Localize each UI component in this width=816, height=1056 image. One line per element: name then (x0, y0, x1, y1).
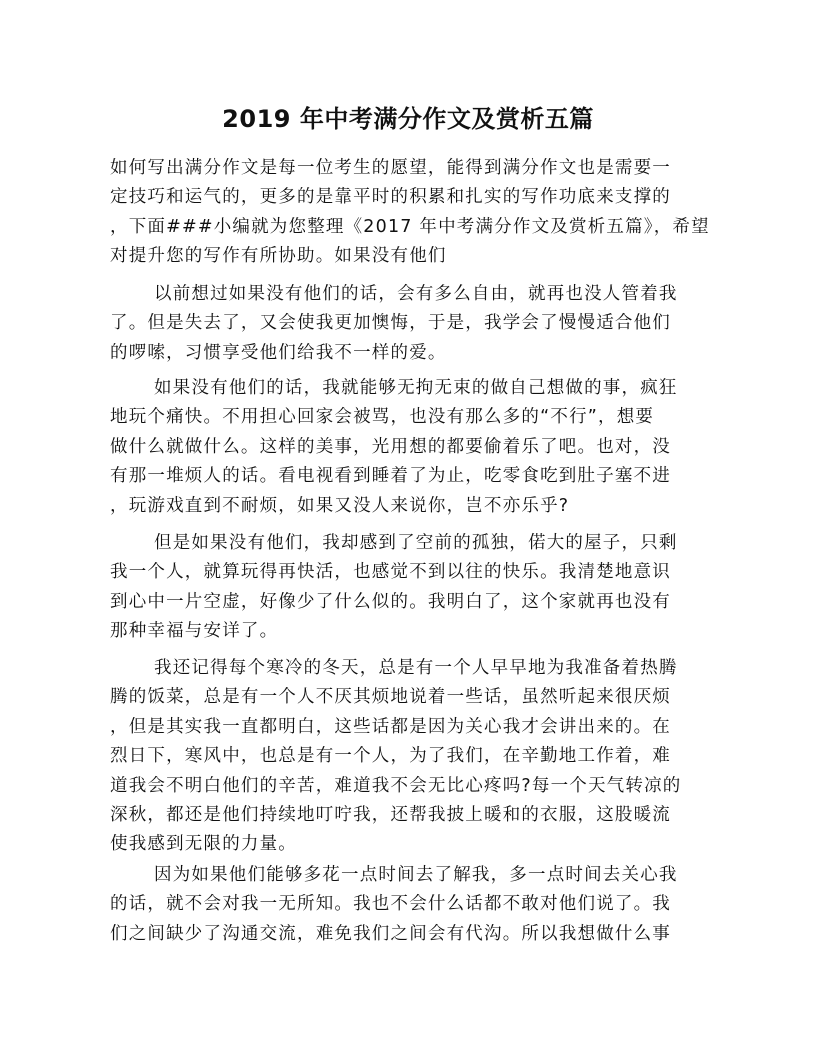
paragraph-line: 如何写出满分作文是每一位考生的愿望，能得到满分作文也是需要一 (110, 158, 671, 178)
paragraph-line: 们之间缺少了沟通交流，难免我们之间会有代沟。所以我想做什么事 (110, 923, 671, 944)
paragraph-line: 道我会不明白他们的辛苦，难道我不会无比心疼吗?每一个天气转凉的 (110, 775, 682, 796)
paragraph-line: 有那一堆烦人的话。看电视看到睡着了为止，吃零食吃到肚子塞不进 (110, 466, 671, 487)
paragraph-4 (110, 654, 710, 860)
paragraph-2 (110, 374, 710, 521)
paragraph-line: 如果没有他们的话，我就能够无拘无束的做自己想做的事，疯狂 (154, 378, 678, 398)
paragraph-line: 的话，就不会对我一无所知。我也不会什么话都不敢对他们说了。我 (110, 894, 671, 915)
paragraph-intro (110, 154, 710, 272)
paragraph-line: 我还记得每个寒冷的冬天，总是有一个人早早地为我准备着热腾 (154, 658, 678, 678)
paragraph-line: 了。但是失去了，又会使我更加懊悔，于是，我学会了慢慢适合他们 (110, 313, 671, 334)
paragraph-line: 那种幸福与安详了。 (110, 621, 279, 642)
paragraph-5 (110, 861, 710, 949)
document-title: 2019 年中考满分作文及赏析五篇 (222, 105, 594, 133)
paragraph-line: 使我感到无限的力量。 (110, 834, 297, 855)
paragraph-line: 地玩个痛快。不用担心回家会被骂，也没有那么多的“不行”，想要 (110, 407, 655, 428)
paragraph-line: 以前想过如果没有他们的话，会有多么自由，就再也没人管着我 (154, 284, 678, 304)
paragraph-line: 定技巧和运气的，更多的是靠平时的积累和扎实的写作功底来支撑的 (110, 187, 671, 208)
paragraph-line: ，但是其实我一直都明白，这些话都是因为关心我才会讲出来的。在 (110, 716, 671, 737)
paragraph-1 (110, 280, 710, 368)
paragraph-3 (110, 529, 710, 647)
paragraph-line: 到心中一片空虚，好像少了什么似的。我明白了，这个家就再也没有 (110, 591, 671, 612)
paragraph-line: 我一个人，就算玩得再快活，也感觉不到以往的快乐。我清楚地意识 (110, 562, 671, 583)
paragraph-line: 做什么就做什么。这样的美事，光用想的都要偷着乐了吧。也对，没 (110, 436, 671, 457)
paragraph-line: 腾的饭菜，总是有一个人不厌其烦地说着一些话，虽然听起来很厌烦 (110, 687, 671, 708)
paragraph-line: 因为如果他们能够多花一点时间去了解我，多一点时间去关心我 (154, 865, 678, 885)
paragraph-line: ，下面###小编就为您整理《2017 年中考满分作文及赏析五篇》，希望 (110, 216, 710, 237)
paragraph-line: ，玩游戏直到不耐烦，如果又没人来说你，岂不亦乐乎? (110, 495, 570, 516)
paragraph-line: 对提升您的写作有所协助。如果没有他们 (110, 246, 447, 267)
paragraph-line: 深秋，都还是他们持续地叮咛我，还帮我披上暖和的衣服，这股暖流 (110, 804, 671, 825)
paragraph-line: 烈日下，寒风中，也总是有一个人，为了我们，在辛勤地工作着，难 (110, 746, 671, 767)
paragraph-line: 但是如果没有他们，我却感到了空前的孤独，偌大的屋子，只剩 (154, 533, 678, 553)
paragraph-line: 的啰嗦，习惯享受他们给我不一样的爱。 (110, 342, 447, 363)
